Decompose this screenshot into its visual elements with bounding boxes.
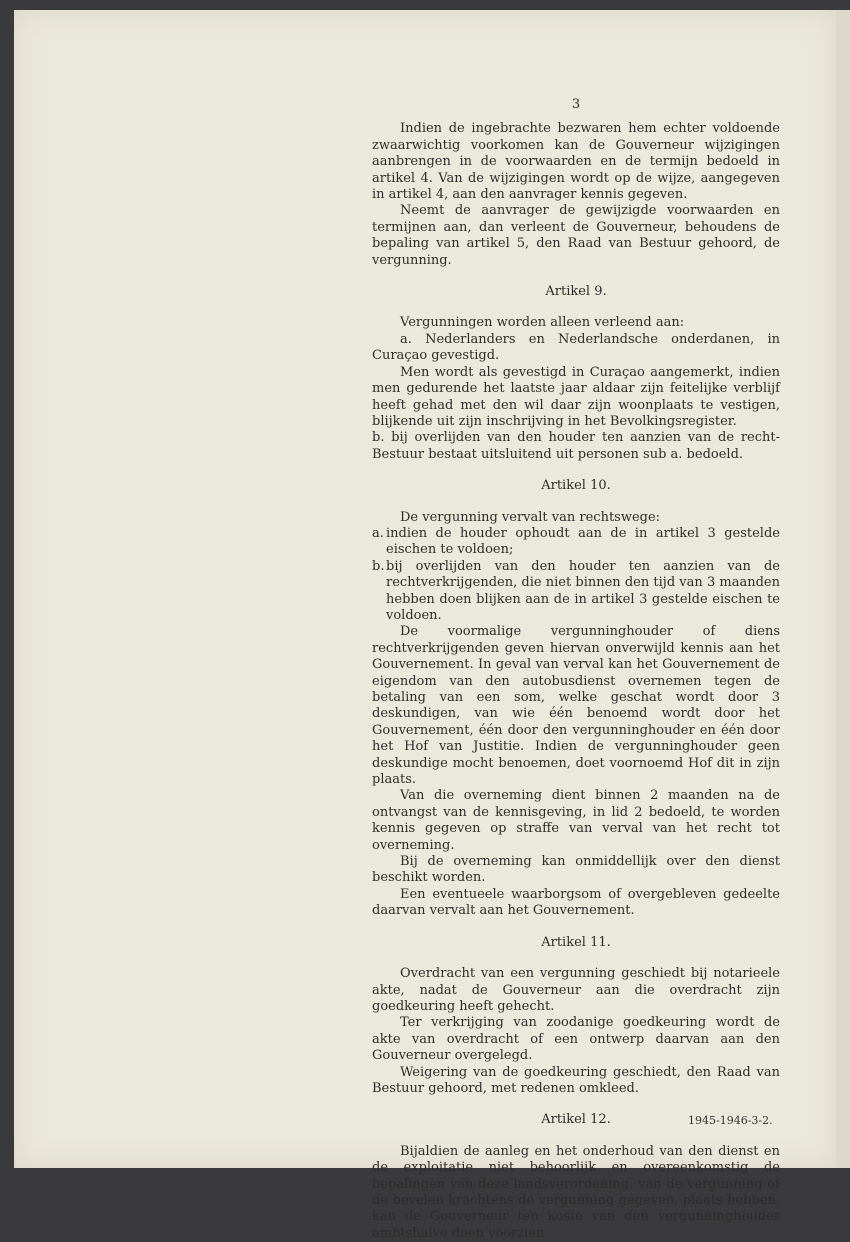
paragraph: Men wordt als gevestigd in Curaçao aangemerkt, indien men gedurende het laatste jaar aldaar zijn feitelijke verblijf heeft gehad met den wil daar zijn woonplaats te vestigen, blijkende uit zijn inschrijving in het Bevolkingsregister. [372, 364, 780, 429]
paragraph: Ter verkrijging van zoodanige goedkeuring wordt de akte van overdracht of een ontwerp daarvan aan den Gouverneur overgelegd. [372, 1015, 780, 1064]
paragraph: Bijaldien de aanleg en het onderhoud van den dienst en de exploitatie niet behoorlijk en overeenkomstig de bepalingen van deze landsverordening, van de vergunning of de bevelen krachtens de vergunning gegeven, plaats hebben, kan de Gouverneur ten koste van den vergunninghouder ambtshalve doen voorzien [372, 1143, 780, 1241]
article-heading: Artikel 10. [541, 478, 611, 494]
article-heading: Artikel 12. [541, 1112, 611, 1128]
document-body [372, 97, 780, 1242]
list-marker: b. [372, 558, 385, 574]
paragraph: Vergunningen worden alleen verleend aan: [400, 315, 685, 331]
paragraph: b. bij overlijden van den houder ten aanzien van de recht-Bestuur bestaat uitsluitend uit personen sub a. bedoeld. [372, 430, 780, 462]
article-heading: Artikel 11. [541, 934, 611, 950]
scan-edge [836, 10, 850, 1168]
list-item-text: bij overlijden van den houder ten aanzien van de rechtverkrijgenden, die niet binnen den tijd van 3 maanden hebben doen blijken aan de in artikel 3 gestelde eischen te voldoen. [386, 558, 780, 623]
paragraph: Van die overneming dient binnen 2 maanden na de ontvangst van de kennisgeving, in lid 2 bedoeld, te worden kennis gegeven op straffe van verval van het recht tot overneming. [372, 788, 780, 853]
paragraph: De vergunning vervalt van rechtswege: [400, 509, 661, 525]
paragraph: a. Nederlanders en Nederlandsche onderdanen, in Curaçao gevestigd. [372, 331, 780, 364]
page-number: 3 [571, 97, 581, 112]
list-item [372, 526, 780, 559]
paragraph: Overdracht van een vergunning geschiedt bij notarieele akte, nadat de Gouverneur aan die overdracht zijn goedkeuring heeft gehecht. [372, 966, 780, 1014]
paragraph: Neemt de aanvrager de gewijzigde voorwaarden en termijnen aan, dan verleent de Gouverneur, behoudens de bepaling van artikel 5, den Raad van Bestuur gehoord, de vergunning. [372, 203, 780, 268]
paragraph: De voormalige vergunninghouder of diens rechtverkrijgenden geven hiervan onverwijld kennis aan het Gouvernement. In geval van verval kan het Gouvernement de eigendom van den autobusdienst overnemen tegen de betaling van een som, welke geschat wordt door 3 deskundigen, van wie één benoemd wordt door het Gouvernement, één door den vergunninghouder en één door het Hof van Justitie. Indien de vergunninghouder geen deskundige mocht benoemen, doet voornoemd Hof dit in zijn plaats. [372, 624, 780, 788]
list-item [372, 559, 780, 625]
article-heading: Artikel 9. [545, 284, 607, 300]
paragraph: Bij de overneming kan onmiddellijk over den dienst beschikt worden. [372, 854, 780, 886]
list-marker: a. [372, 525, 384, 541]
paragraph: Een eventueele waarborgsom of overgebleven gedeelte daarvan vervalt aan het Gouvernement. [372, 886, 780, 919]
list-item-text: indien de houder ophoudt aan de in artikel 3 gestelde eischen te voldoen; [386, 525, 780, 558]
paragraph: Indien de ingebrachte bezwaren hem echter voldoende zwaarwichtig voorkomen kan de Gouverneur wijzigingen aanbrengen in de voorwaarden en de termijn bedoeld in artikel 4. Van de wijzigingen wordt op de wijze, aangegeven in artikel 4, aan den aanvrager kennis gegeven. [372, 121, 780, 203]
paragraph: Weigering van de goedkeuring geschiedt, den Raad van Bestuur gehoord, met redenen omkleed. [372, 1064, 780, 1096]
document-reference: 1945-1946-3-2. [688, 1114, 773, 1127]
